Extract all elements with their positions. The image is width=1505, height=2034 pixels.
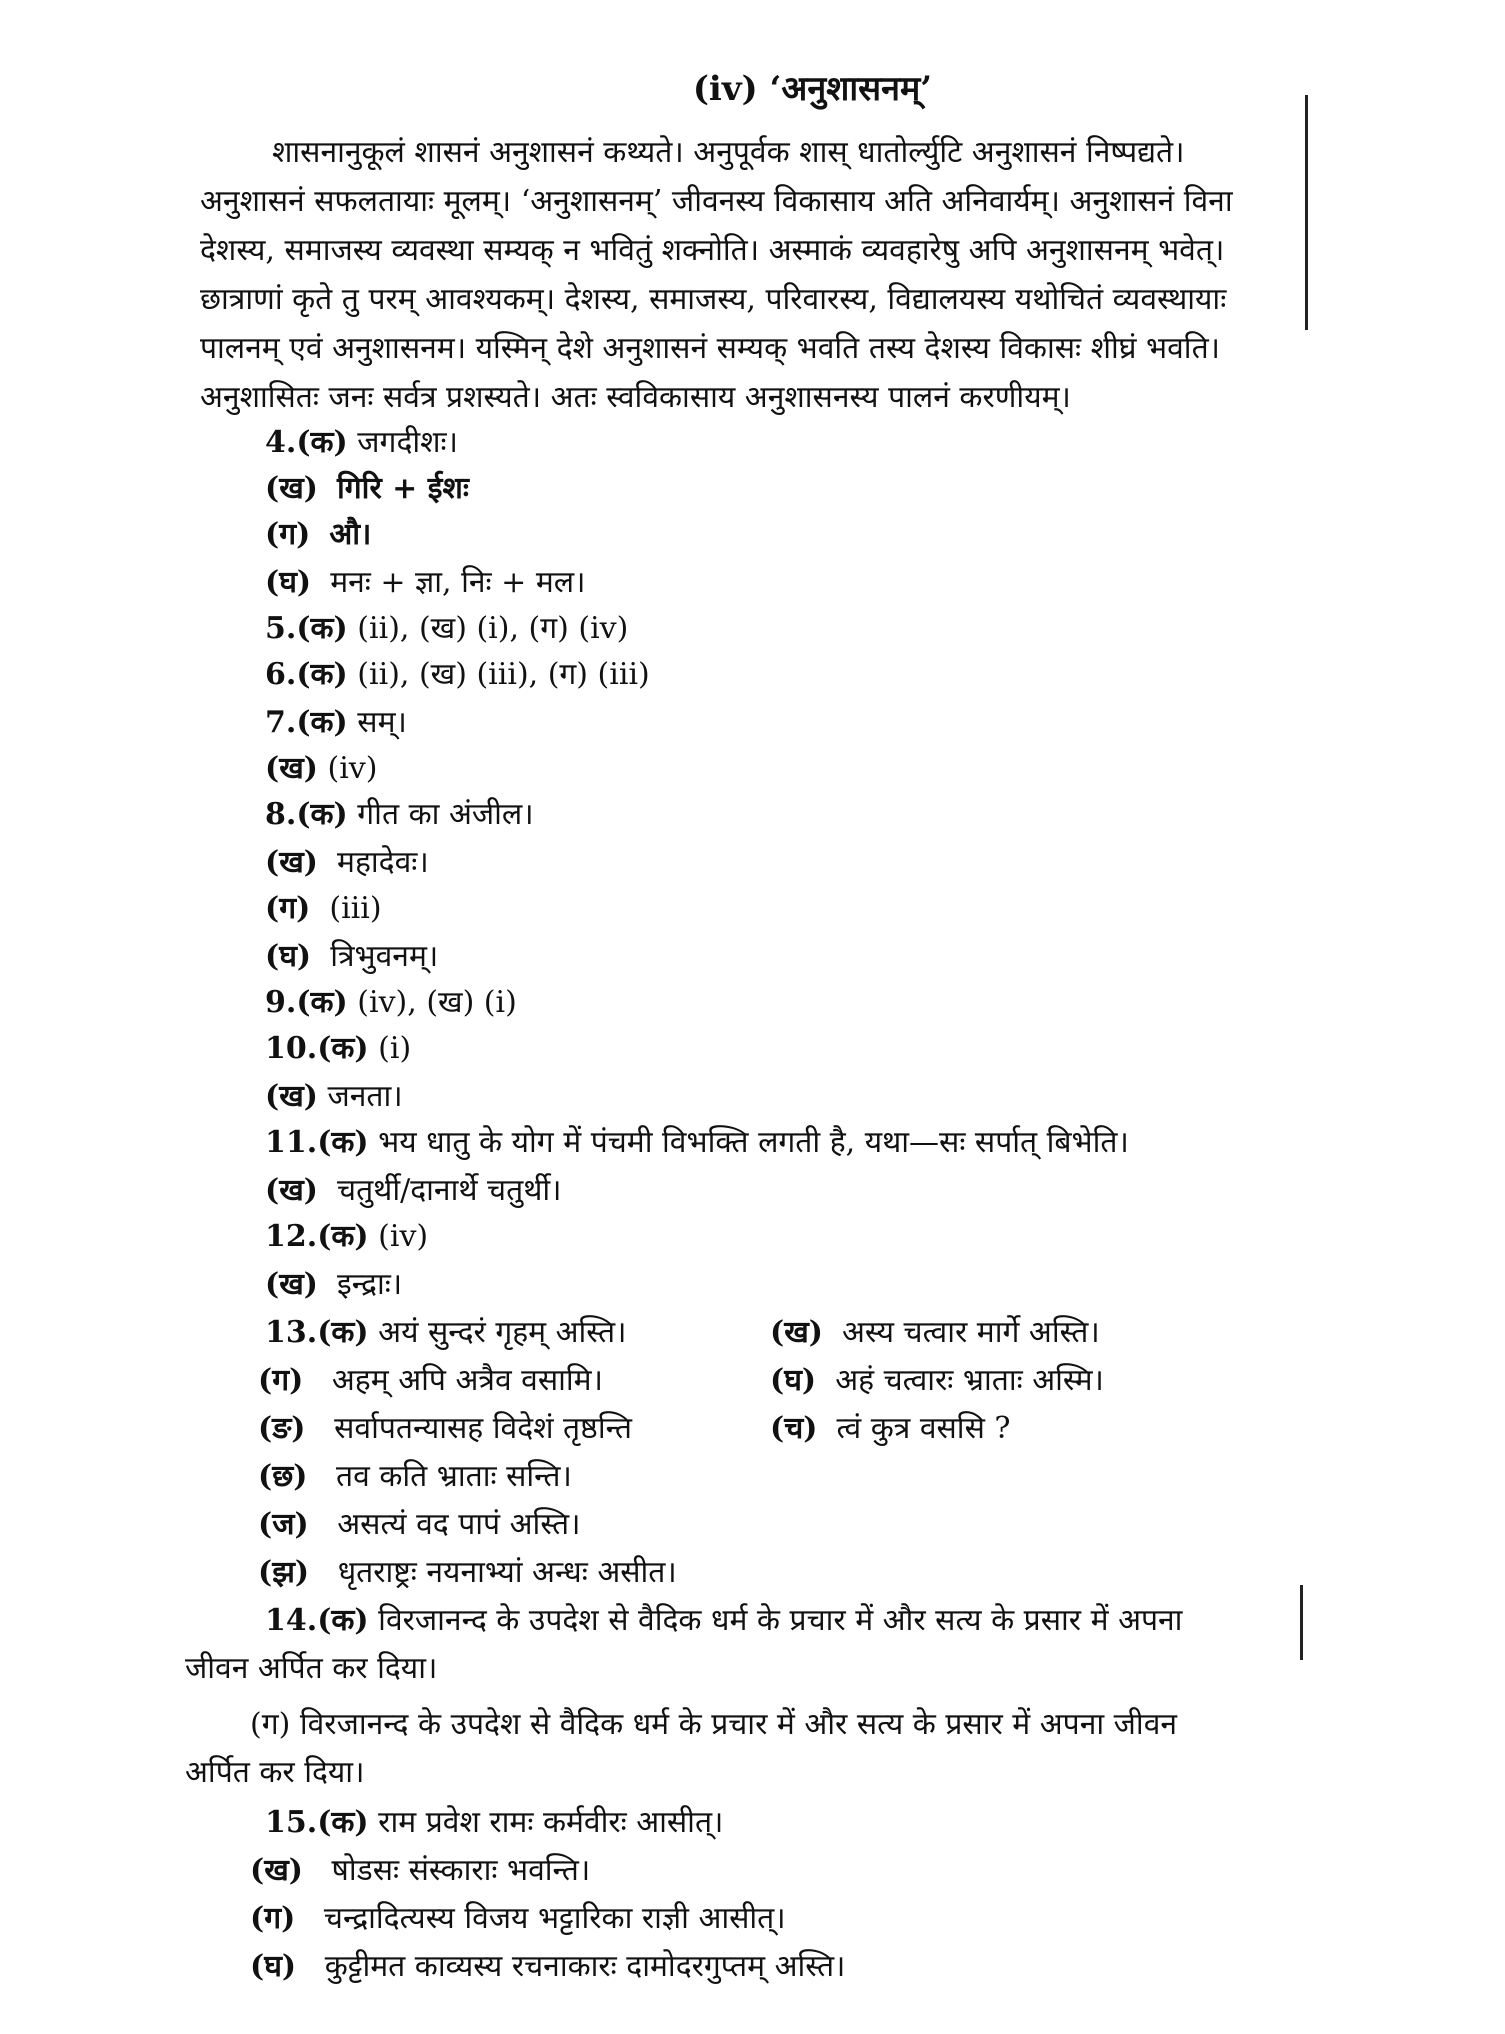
answer-row: (ग) चन्द्रादित्यस्य विजय भट्टारिका राज्ञी आसीत्। — [250, 1901, 786, 1936]
answer-row: 14.(क) विरजानन्द के उपदेश से वैदिक धर्म के प्रचार में और सत्य के प्रसार में अपना — [265, 1603, 1183, 1638]
answer-row: (ख) महादेवः। — [265, 845, 429, 880]
answer-row: 5.(क) (ii), (ख) (i), (ग) (iv) — [265, 611, 629, 646]
answer-row: (घ) मनः + ज्ञा, निः + मल। — [265, 565, 586, 600]
answer-row: (ग) औ। — [265, 517, 372, 552]
answer-row: (ज) असत्यं वद पापं अस्ति। — [258, 1507, 581, 1542]
answer-row: (ङ) सर्वापतन्यासह विदेशं तृष्ठन्ति — [258, 1411, 632, 1446]
paragraph-line: अनुशासनं सफलतायाः मूलम्। ‘अनुशासनम्’ जीवनस्य विकासाय अति अनिवार्यम्। अनुशासनं विना — [200, 184, 1233, 219]
answer-row: (ग) अहम् अपि अत्रैव वसामि। — [258, 1363, 603, 1398]
answer-continuation: जीवन अर्पित कर दिया। — [185, 1651, 438, 1686]
paragraph-line: अनुशासितः जनः सर्वत्र प्रशस्यते। अतः स्वविकासाय अनुशासनस्य पालनं करणीयम्। — [200, 380, 1071, 415]
answer-row: (ख) चतुर्थी/दानार्थे चतुर्थी। — [265, 1173, 562, 1208]
answer-row: 10.(क) (i) — [265, 1031, 412, 1066]
answer-row-right: (घ) अहं चत्वारः भ्राताः अस्मि। — [770, 1363, 1104, 1398]
answer-row: 11.(क) भय धातु के योग में पंचमी विभक्ति लगती है, यथा—सः सर्पात् बिभेति। — [265, 1125, 1129, 1160]
answer-row: (ख) जनता। — [265, 1079, 403, 1114]
paragraph-line: शासनानुकूलं शासनं अनुशासनं कथ्यते। अनुपूर्वक शास् धातोर्ल्युटि अनुशासनं निष्पद्यते। — [272, 135, 1185, 170]
answer-row: 15.(क) राम प्रवेश रामः कर्मवीरः आसीत्। — [265, 1805, 724, 1840]
answer-row: 7.(क) सम्। — [265, 705, 407, 740]
answer-row: (छ) तव कति भ्राताः सन्ति। — [258, 1459, 572, 1494]
answer-row: (ग) (iii) — [265, 891, 382, 926]
answer-row: (ख) (iv) — [265, 751, 378, 786]
answer-row: (घ) कुट्टीमत काव्यस्य रचनाकारः दामोदरगुप्तम् अस्ति। — [250, 1949, 846, 1984]
answer-row: (झ) धृतराष्ट्रः नयनाभ्यां अन्धः असीत। — [258, 1555, 677, 1590]
section-heading: (iv) ‘अनुशासनम्’ — [692, 69, 933, 109]
answer-row: (घ) त्रिभुवनम्। — [265, 939, 439, 974]
answer-row: 9.(क) (iv), (ख) (i) — [265, 985, 517, 1020]
answer-row-right: (ख) अस्य चत्वार मार्गे अस्ति। — [770, 1315, 1100, 1350]
answer-row: (ख) इन्द्राः। — [265, 1267, 403, 1302]
answer-row: 6.(क) (ii), (ख) (iii), (ग) (iii) — [265, 657, 650, 692]
answer-row: 4.(क) जगदीशः। — [265, 425, 458, 460]
answer-row: 8.(क) गीत का अंजील। — [265, 797, 534, 832]
answer-continuation: अर्पित कर दिया। — [185, 1755, 365, 1790]
paragraph-line: देशस्य, समाजस्य व्यवस्था सम्यक् न भवितुं शक्नोति। अस्माकं व्यवहारेषु अपि अनुशासनम् भवेत्। — [200, 233, 1225, 268]
answer-row: 12.(क) (iv) — [265, 1219, 429, 1254]
answer-row: (ख) गिरि + ईशः — [265, 471, 469, 506]
answer-row: (ग) विरजानन्द के उपदेश से वैदिक धर्म के प्रचार में और सत्य के प्रसार में अपना जीवन — [250, 1707, 1178, 1742]
answer-row: (ख) षोडसः संस्काराः भवन्ति। — [250, 1853, 591, 1888]
answer-row: 13.(क) अयं सुन्दरं गृहम् अस्ति। — [265, 1315, 627, 1350]
paragraph-line: छात्राणां कृते तु परम् आवश्यकम्। देशस्य, समाजस्य, परिवारस्य, विद्यालयस्य यथोचितं व्यवस्थायाः — [200, 282, 1227, 317]
paragraph-line: पालनम् एवं अनुशासनम। यस्मिन् देशे अनुशासनं सम्यक् भवति तस्य देशस्य विकासः शीघ्रं भवति। — [200, 331, 1221, 366]
answer-row-right: (च) त्वं कुत्र वससि ? — [770, 1411, 1011, 1446]
